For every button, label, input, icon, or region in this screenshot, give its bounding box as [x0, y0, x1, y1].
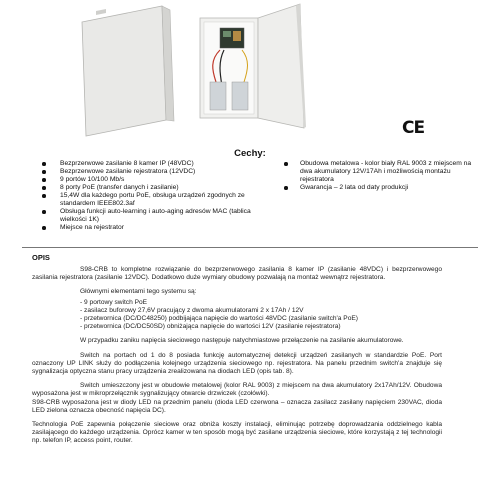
components-heading: Głównymi elementami tego systemu są:	[80, 288, 197, 296]
enclosure-paragraph: Switch umieszczony jest w obudowie metalowej (kolor RAL 9003) z miejscem na dwa akumulatory 2x17Ah/12V. Obudowa wyposażona jest w mikroprzełącznik sygnalizujący otwarcie drzwiczek (czołówki).	[32, 382, 442, 398]
poe-paragraph: Technologia PoE zapewnia połączenie sieciowe oraz obniża koszty instalacji, eliminując potrzebę doprowadzania oddzielnego kabla zasilającego do każdego urządzenia. Oprócz kamer w ten sposób mogą być zasilane urządzenia sieciowe, które korzystają z tej technologii np. telefon IP, access point, router.	[32, 421, 442, 445]
bullet-icon	[284, 186, 288, 190]
feature-item: Gwarancja – 2 lata od daty produkcji	[278, 184, 478, 192]
component-item: - zasilacz buforowy 27,6V pracujący z dwoma akumulatorami 2 x 17Ah / 12V	[80, 306, 304, 314]
bullet-icon	[42, 170, 46, 174]
features-right-list	[278, 160, 478, 192]
feature-item: 9 portów 10/100 Mb/s	[14, 176, 269, 184]
bullet-icon	[42, 162, 46, 166]
feature-item: Obudowa metalowa - kolor biały RAL 9003 z miejscem na dwa akumulatory 12V/17Ah i możliwością montażu rejestratora	[278, 160, 478, 184]
component-item: - 9 portowy switch PoE	[80, 298, 148, 306]
feature-item: Miejsce na rejestrator	[14, 224, 269, 232]
component-item: - przetwornica (DC/DC50SD) obniżająca napięcie do wartości 12V (zasilanie rejestratora)	[80, 323, 341, 331]
ce-mark: CE	[402, 118, 425, 138]
features-left-list	[14, 160, 269, 232]
feature-item: Bezprzerwowe zasilanie 8 kamer IP (48VDC)	[14, 160, 269, 168]
outage-paragraph: W przypadku zaniku napięcia sieciowego następuje natychmiastowe przełączenie na zasilanie akumulatorowe.	[80, 337, 404, 345]
bullet-icon	[42, 194, 46, 198]
bullet-icon	[42, 186, 46, 190]
bullet-icon	[42, 178, 46, 182]
feature-item: Obsługa funkcji auto-learning i auto-aging adresów MAC (tablica wielkości 1K)	[14, 208, 269, 224]
description-title: OPIS	[32, 253, 50, 262]
description-intro: S98-CRB to kompletne rozwiązanie do bezprzerwowego zasilania 8 kamer IP (zasilanie 48VDC) i bezprzerwowego zasilania rejestratora (zasilanie 12VDC). Dodatkowo duże wymiary obudowy pozwalają na montaż wewnątrz rejestratora.	[32, 266, 442, 282]
component-item: - przetwornica (DC/DC48250) podbijająca napięcie do wartości 48VDC (zasilanie switch'a PoE)	[80, 315, 358, 323]
description-body	[32, 266, 442, 452]
bullet-icon	[284, 162, 288, 166]
switch-paragraph: Switch na portach od 1 do 8 posiada funkcję automatycznej detekcji urządzeń zasilanych w standardzie PoE. Port oznaczony UP LINK służy do podłączenia kolejnego urządzenia sieciowego np. rejestratora. Na panelu przednim switch'a znajduje się sygnalizacja optyczna stanu pracy urządzenia zrealizowana na diodach LED (opis tab. 8).	[32, 351, 442, 376]
product-image	[60, 0, 380, 140]
feature-item: 15,4W dla każdego portu PoE, obsługa urządzeń zgodnych ze standardem IEEE802.3af	[14, 192, 269, 208]
closed-enclosure	[82, 6, 174, 136]
bullet-icon	[42, 226, 46, 230]
components-block	[80, 288, 442, 331]
feature-item: Bezprzerwowe zasilanie rejestratora (12VDC)	[14, 168, 269, 176]
leds-paragraph: S98-CRB wyposażona jest w diody LED na przednim panelu (dioda LED czerwona – oznacza zasilacz zasilany napięciem 230VAC, dioda LED zielona oznacza obecność napięcia DC).	[32, 398, 442, 414]
open-enclosure	[200, 4, 306, 128]
section-divider	[22, 247, 478, 248]
feature-item: 8 porty PoE (transfer danych i zasilanie)	[14, 184, 269, 192]
features-title: Cechy:	[234, 148, 266, 159]
bullet-icon	[42, 210, 46, 214]
